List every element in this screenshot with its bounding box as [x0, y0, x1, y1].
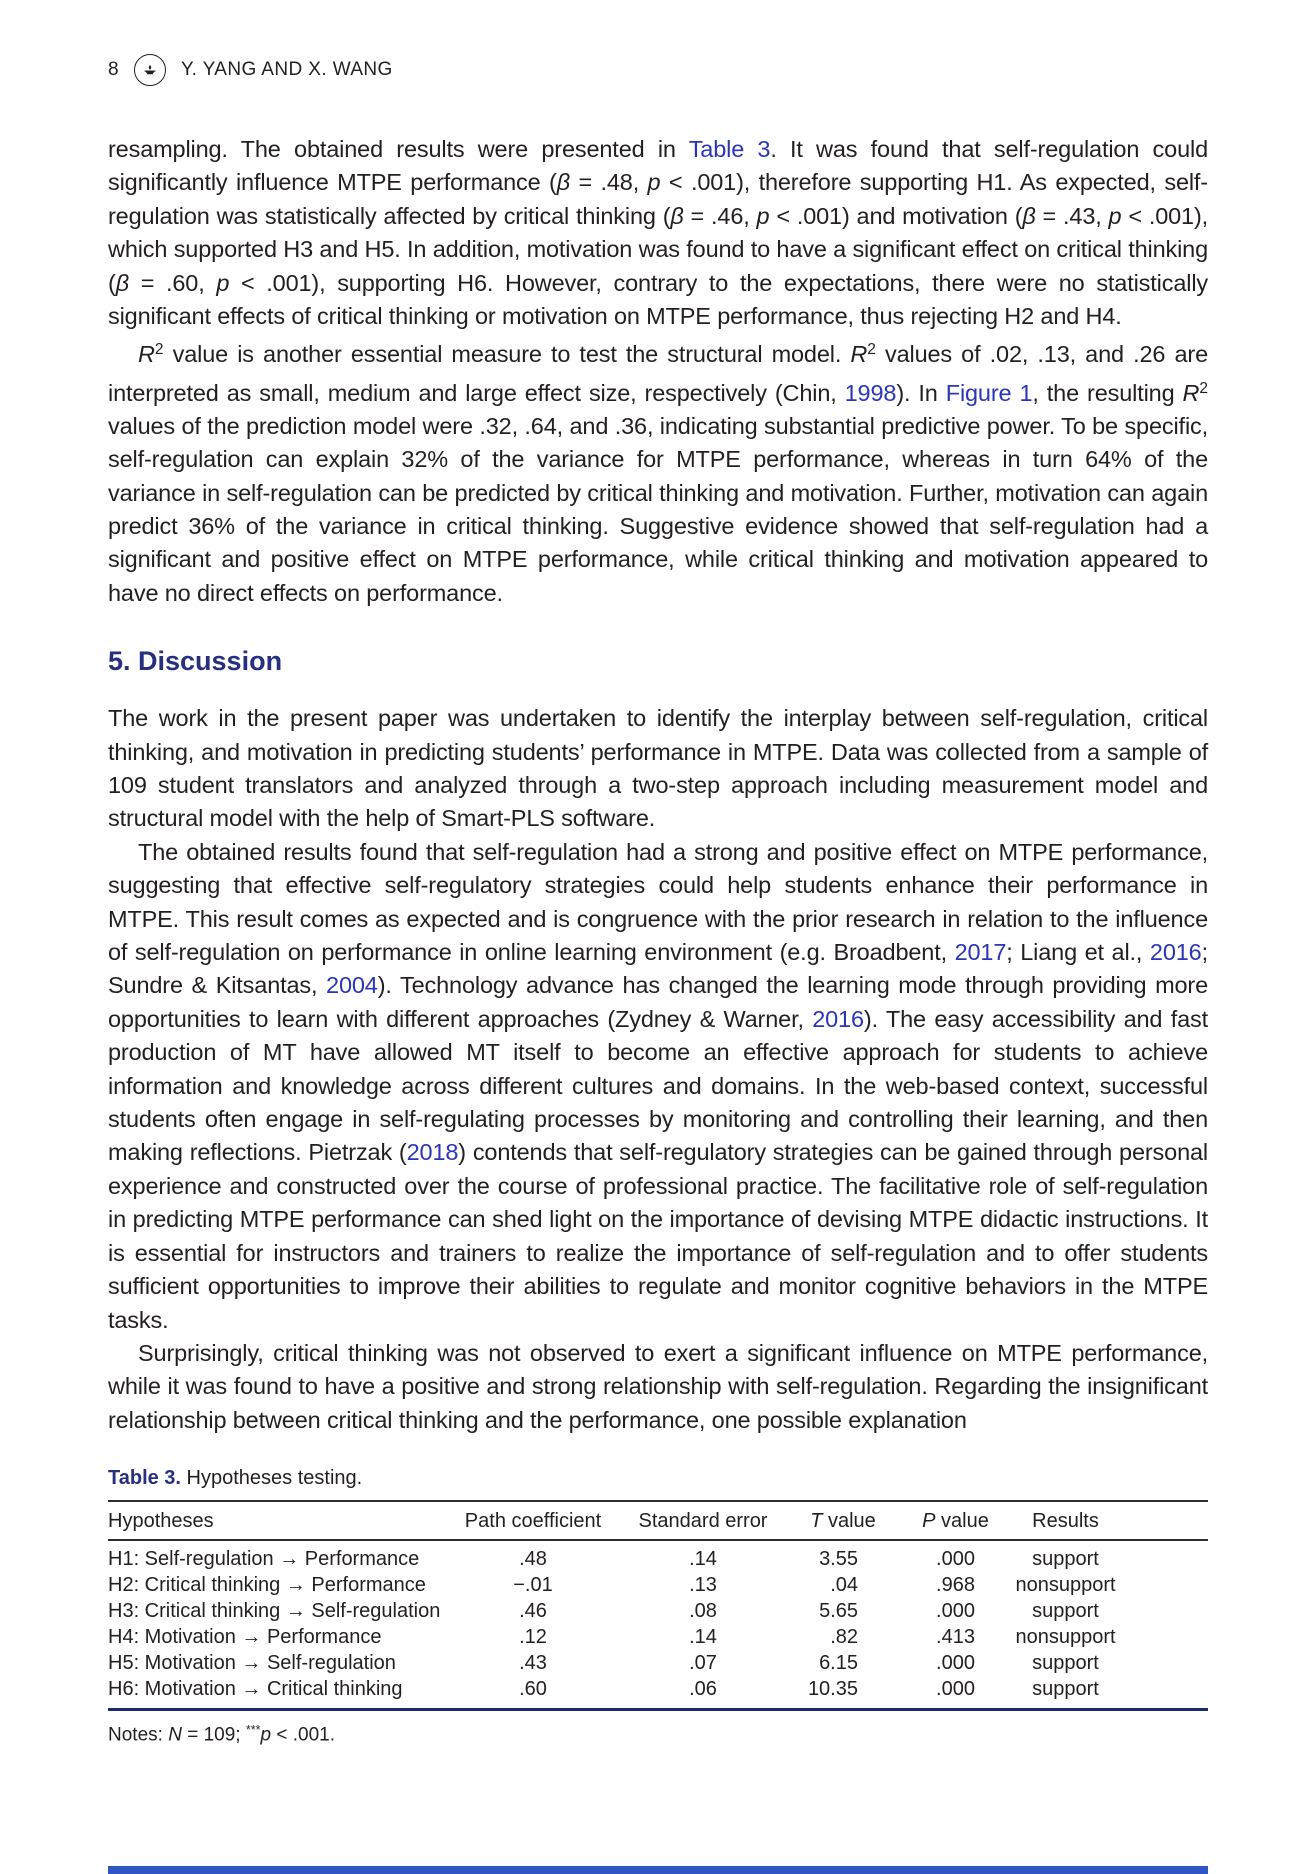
text-segment: 2: [867, 341, 876, 359]
col-header-results: [1013, 1501, 1208, 1540]
table-cell: H2: Critical thinking → Performance: [108, 1574, 426, 1597]
text-segment: value is another essential measure to test the structural model.: [163, 341, 851, 368]
text-segment: Notes:: [108, 1724, 169, 1746]
col-header-path-coefficient: [448, 1501, 618, 1540]
page-number: 8: [108, 59, 119, 80]
table-cell: H5: Motivation → Self-regulation: [108, 1652, 396, 1675]
table-cell: .06: [689, 1678, 717, 1701]
table-cell: .000: [936, 1548, 975, 1571]
table-cell: H3: Critical thinking → Self-regulation: [108, 1600, 441, 1623]
table-cell: −.01: [513, 1574, 553, 1597]
table-caption-text: Hypotheses testing.: [181, 1467, 363, 1490]
table-cell: .48: [519, 1548, 547, 1571]
table-row: [108, 1651, 1208, 1677]
table-row: [108, 1573, 1208, 1599]
text-segment: β: [556, 169, 570, 196]
text-segment: p: [756, 202, 770, 229]
text-segment: p: [216, 269, 230, 296]
col-header-t-value: [788, 1501, 898, 1540]
table-header-row: [108, 1501, 1208, 1540]
text-segment: R: [1182, 379, 1200, 406]
running-head: Y. YANG AND X. WANG: [180, 59, 393, 80]
table-cell: .13: [689, 1574, 717, 1597]
citation-link[interactable]: Figure 1: [945, 379, 1033, 406]
table-row: [108, 1599, 1208, 1625]
table-cell: support: [1032, 1548, 1099, 1571]
text-segment: β: [1022, 202, 1036, 229]
text-segment: values of .02, .13, and .26 are interpreted as small, medium and large effect size, respectively (Chin,: [108, 341, 1208, 406]
citation-link[interactable]: 2016: [812, 1005, 864, 1032]
text-segment: T: [810, 1510, 823, 1533]
text-segment: , the resulting: [1032, 379, 1183, 406]
table-cell: 10.35: [807, 1678, 858, 1701]
text-segment: < .001), which supported H3 and H5. In addition, motivation was found to have a significant effect on critical thinking (: [108, 202, 1209, 296]
text-segment: 2: [154, 341, 164, 359]
next-page-banner: [108, 1866, 1208, 1874]
table-cell: .14: [689, 1626, 717, 1649]
text-segment: 2: [1199, 379, 1208, 397]
article-body: [108, 133, 1208, 1746]
table-cell: .14: [689, 1548, 717, 1571]
text-segment: < .001) and motivation (: [769, 202, 1023, 229]
text-segment: ). Technology advance has changed the learning mode through providing more opportunities to learn with different approaches (Zydney & Warner,: [108, 972, 1209, 1032]
text-segment: < .001), supporting H6. However, contrary to the expectations, there were no statistically significant effects of critical thinking or motivation on MTPE performance, thus rejecting H2 and H4.: [108, 269, 1208, 330]
table-row: [108, 1677, 1208, 1710]
text-segment: ***: [245, 1723, 261, 1738]
section-heading: 5. Discussion: [108, 646, 283, 677]
table-caption: [108, 1467, 1208, 1490]
text-segment: resampling. The obtained results were presented in: [108, 136, 689, 162]
citation-link[interactable]: 2004: [326, 972, 378, 999]
text-segment: P: [922, 1510, 936, 1533]
table-cell: support: [1032, 1652, 1099, 1675]
table-cell: .46: [519, 1600, 547, 1623]
text-segment: The obtained results found that self-regulation had a strong and positive effect on MTPE performance, suggesting that effective self-regulatory strategies could help students enhance their performance in MTPE. This result comes as expected and is congruence with the prior research in relation to the influence of self-regulation on performance in online learning environment (e.g. Broadbent,: [108, 838, 1208, 966]
text-segment: R: [138, 341, 155, 368]
table-cell: support: [1032, 1678, 1099, 1701]
text-segment: Surprisingly, critical thinking was not observed to exert a significant influence on MTPE performance, while it was found to have a positive and strong relationship with self-regulation. Regarding the insignificant relationship between critical thinking and the performance, one possible explanation: [108, 1339, 1208, 1433]
text-segment: ) contends that self-regulatory strategies can be gained through personal experience and constructed over the course of professional practice. The facilitative role of self-regulation in predicting MTPE performance can shed light on the importance of devising MTPE didactic instructions. It is essential for instructors and trainers to realize the importance of self-regulation and to offer students sufficient opportunities to improve their abilities to regulate and monitor cognitive behaviors in the MTPE tasks.: [108, 1139, 1208, 1333]
table-cell: .968: [936, 1574, 975, 1597]
paragraph-r-squared: [108, 333, 1208, 610]
text-segment: value: [935, 1510, 989, 1533]
text-segment: = 109;: [181, 1724, 246, 1746]
citation-link[interactable]: 2016: [1149, 939, 1202, 966]
table-3-block: [108, 1467, 1208, 1746]
table-cell: 6.15: [819, 1652, 858, 1675]
table-cell: H4: Motivation → Performance: [108, 1626, 382, 1649]
table-cell: .07: [689, 1652, 717, 1675]
paragraph-self-regulation: [108, 836, 1208, 1337]
text-segment: p: [260, 1724, 272, 1746]
text-segment: ). The easy accessibility and fast production of MT have allowed MT itself to become an effective approach for students to achieve information and knowledge across different cultures and domains. In the web-based context, successful students often engage in self-regulating processes by monitoring and controlling their learning, and then making reflections. Pietrzak (: [108, 1005, 1208, 1166]
table-cell: .413: [936, 1626, 975, 1649]
text-segment: Results: [1032, 1510, 1099, 1533]
text-segment: = .43,: [1035, 202, 1109, 229]
table-cell: nonsupport: [1015, 1626, 1116, 1649]
text-segment: R: [850, 341, 868, 368]
hypotheses-table: [108, 1500, 1208, 1711]
text-segment: The work in the present paper was undertaken to identify the interplay between self-regulation, critical thinking, and motivation in predicting students’ performance in MTPE. Data was collected from a sample of 109 student translators and analyzed through a two-step approach including measurement model and structural model with the help of Smart-PLS software.: [108, 705, 1208, 832]
text-segment: values of the prediction model were .32, .64, and .36, indicating substantial predictive power. To be specific, self-regulation can explain 32% of the variance for MTPE performance, whereas in turn 64% of the variance in self-regulation can be predicted by critical thinking and motivation. Further, motivation can again predict 36% of the variance in critical thinking. Suggestive evidence showed that self-regulation had a significant and positive effect on MTPE performance, while critical thinking and motivation appeared to have no direct effects on performance.: [108, 412, 1208, 606]
table-cell: .82: [830, 1626, 858, 1649]
table-cell: 5.65: [819, 1600, 858, 1623]
citation-link[interactable]: 1998: [844, 379, 897, 406]
table-cell: 3.55: [819, 1548, 858, 1571]
col-header-p-value: [898, 1501, 1013, 1540]
text-segment: p: [647, 169, 661, 196]
col-header-standard-error: [618, 1501, 788, 1540]
table-cell: nonsupport: [1015, 1574, 1116, 1597]
page-header: [108, 54, 393, 86]
text-segment: ; Sundre & Kitsantas,: [108, 939, 1208, 999]
text-segment: = .48,: [569, 169, 648, 196]
text-segment: ). In: [896, 379, 946, 406]
citation-link[interactable]: 2017: [954, 939, 1007, 966]
table-cell: .000: [936, 1678, 975, 1701]
text-segment: Hypotheses: [108, 1510, 214, 1533]
text-segment: = .60,: [128, 269, 217, 296]
table-cell: .000: [936, 1652, 975, 1675]
paragraph-discussion-intro: [108, 702, 1208, 836]
table-cell: .43: [519, 1652, 547, 1675]
table-cell: .12: [519, 1626, 547, 1649]
text-segment: Path coefficient: [464, 1510, 602, 1533]
text-segment: < .001.: [271, 1724, 335, 1746]
citation-link[interactable]: Table 3: [688, 136, 771, 162]
table-row: [108, 1540, 1208, 1573]
text-segment: value: [822, 1510, 876, 1533]
paragraph-results: [108, 133, 1208, 333]
table-notes: [108, 1723, 1208, 1746]
table-cell: .000: [936, 1600, 975, 1623]
text-segment: β: [670, 202, 684, 229]
table-row: [108, 1625, 1208, 1651]
table-cell: .08: [689, 1600, 717, 1623]
publisher-logo-icon: [134, 54, 166, 86]
text-segment: p: [1108, 202, 1122, 229]
table-caption-label: Table 3.: [108, 1467, 181, 1490]
table-cell: .60: [519, 1678, 547, 1701]
table-cell: .04: [830, 1574, 858, 1597]
text-segment: . It was found that self-regulation could significantly influence MTPE performance (: [108, 136, 1208, 196]
citation-link[interactable]: 2018: [406, 1139, 459, 1166]
table-cell: H1: Self-regulation → Performance: [108, 1548, 420, 1571]
col-header-hypotheses: [108, 1501, 448, 1540]
table-cell: H6: Motivation → Critical thinking: [108, 1678, 403, 1701]
text-segment: = .46,: [683, 202, 757, 229]
text-segment: Standard error: [638, 1510, 768, 1533]
text-segment: ; Liang et al.,: [1006, 939, 1150, 966]
paragraph-critical-thinking: [108, 1337, 1208, 1437]
text-segment: < .001), therefore supporting H1. As expected, self-regulation was statistically affected by critical thinking (: [108, 169, 1208, 229]
text-segment: N: [168, 1724, 182, 1746]
table-cell: support: [1032, 1600, 1099, 1623]
text-segment: β: [115, 269, 129, 296]
